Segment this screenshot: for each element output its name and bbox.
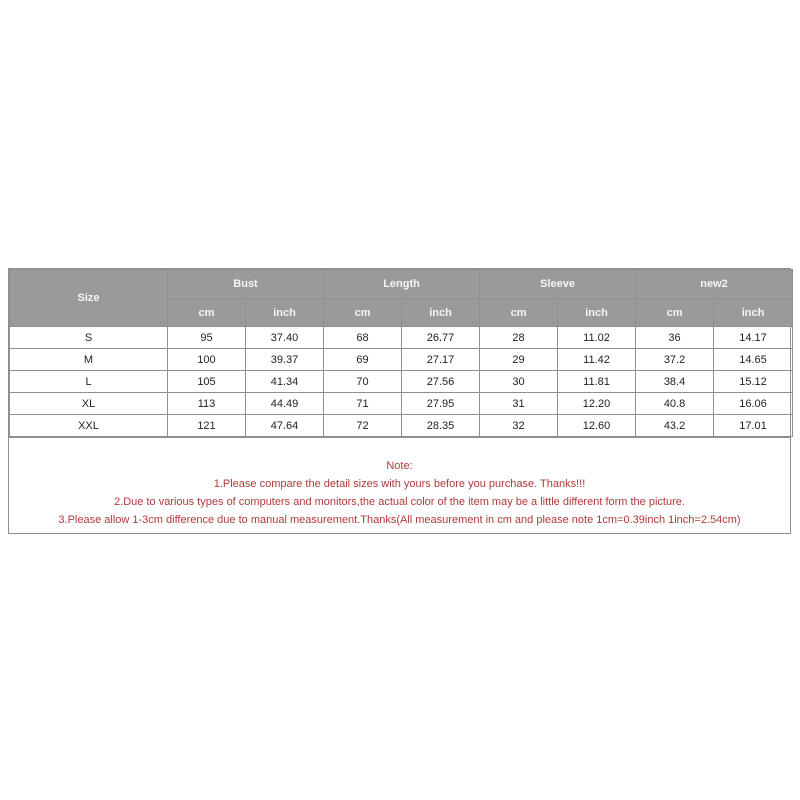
- note-title: Note:: [386, 460, 413, 472]
- unit-header: cm: [324, 299, 402, 327]
- table-cell: 11.42: [558, 349, 636, 371]
- table-cell: 27.17: [402, 349, 480, 371]
- unit-header: inch: [558, 299, 636, 327]
- table-cell: 113: [168, 393, 246, 415]
- table-cell: 39.37: [246, 349, 324, 371]
- table-row: [10, 371, 793, 393]
- group-header-bust: Bust: [168, 270, 324, 299]
- size-cell: XXL: [10, 415, 168, 437]
- table-cell: 31: [480, 393, 558, 415]
- table-cell: 37.2: [636, 349, 714, 371]
- table-cell: 11.02: [558, 327, 636, 349]
- table-cell: 95: [168, 327, 246, 349]
- table-cell: 36: [636, 327, 714, 349]
- table-cell: 72: [324, 415, 402, 437]
- table-cell: 11.81: [558, 371, 636, 393]
- group-header-sleeve: Sleeve: [480, 270, 636, 299]
- table-cell: 14.17: [714, 327, 793, 349]
- table-cell: 29: [480, 349, 558, 371]
- table-row: [10, 415, 793, 437]
- table-cell: 47.64: [246, 415, 324, 437]
- table-row: [10, 327, 793, 349]
- size-cell: S: [10, 327, 168, 349]
- table-cell: 70: [324, 371, 402, 393]
- table-cell: 12.60: [558, 415, 636, 437]
- table-cell: 15.12: [714, 371, 793, 393]
- table-cell: 28: [480, 327, 558, 349]
- table-cell: 37.40: [246, 327, 324, 349]
- unit-header: cm: [480, 299, 558, 327]
- table-cell: 44.49: [246, 393, 324, 415]
- unit-header: cm: [636, 299, 714, 327]
- table-cell: 121: [168, 415, 246, 437]
- table-cell: 12.20: [558, 393, 636, 415]
- table-cell: 38.4: [636, 371, 714, 393]
- table-cell: 100: [168, 349, 246, 371]
- table-cell: 105: [168, 371, 246, 393]
- table-cell: 43.2: [636, 415, 714, 437]
- table-cell: 28.35: [402, 415, 480, 437]
- size-chart: [8, 268, 791, 534]
- size-table: [9, 269, 793, 437]
- table-cell: 71: [324, 393, 402, 415]
- unit-header: cm: [168, 299, 246, 327]
- size-header: Size: [10, 270, 168, 327]
- notes-section: [9, 437, 790, 533]
- unit-header: inch: [714, 299, 793, 327]
- table-row: [10, 349, 793, 371]
- header-group-row: [10, 270, 793, 299]
- table-cell: 32: [480, 415, 558, 437]
- table-cell: 27.95: [402, 393, 480, 415]
- table-cell: 27.56: [402, 371, 480, 393]
- table-cell: 14.65: [714, 349, 793, 371]
- table-cell: 69: [324, 349, 402, 371]
- table-cell: 41.34: [246, 371, 324, 393]
- size-cell: M: [10, 349, 168, 371]
- size-cell: XL: [10, 393, 168, 415]
- table-cell: 26.77: [402, 327, 480, 349]
- unit-header: inch: [246, 299, 324, 327]
- note-line-2: 2.Due to various types of computers and monitors,the actual color of the item may be a little different form the picture.: [114, 496, 685, 508]
- table-cell: 30: [480, 371, 558, 393]
- size-cell: L: [10, 371, 168, 393]
- note-line-3: 3.Please allow 1-3cm difference due to manual measurement.Thanks(All measurement in cm and please note 1cm=0.39inch 1inch=2.54cm): [58, 514, 741, 526]
- table-cell: 16.06: [714, 393, 793, 415]
- group-header-new2: new2: [636, 270, 793, 299]
- unit-header: inch: [402, 299, 480, 327]
- group-header-length: Length: [324, 270, 480, 299]
- table-cell: 68: [324, 327, 402, 349]
- note-line-1: 1.Please compare the detail sizes with yours before you purchase. Thanks!!!: [213, 478, 586, 490]
- table-row: [10, 393, 793, 415]
- table-cell: 17.01: [714, 415, 793, 437]
- table-cell: 40.8: [636, 393, 714, 415]
